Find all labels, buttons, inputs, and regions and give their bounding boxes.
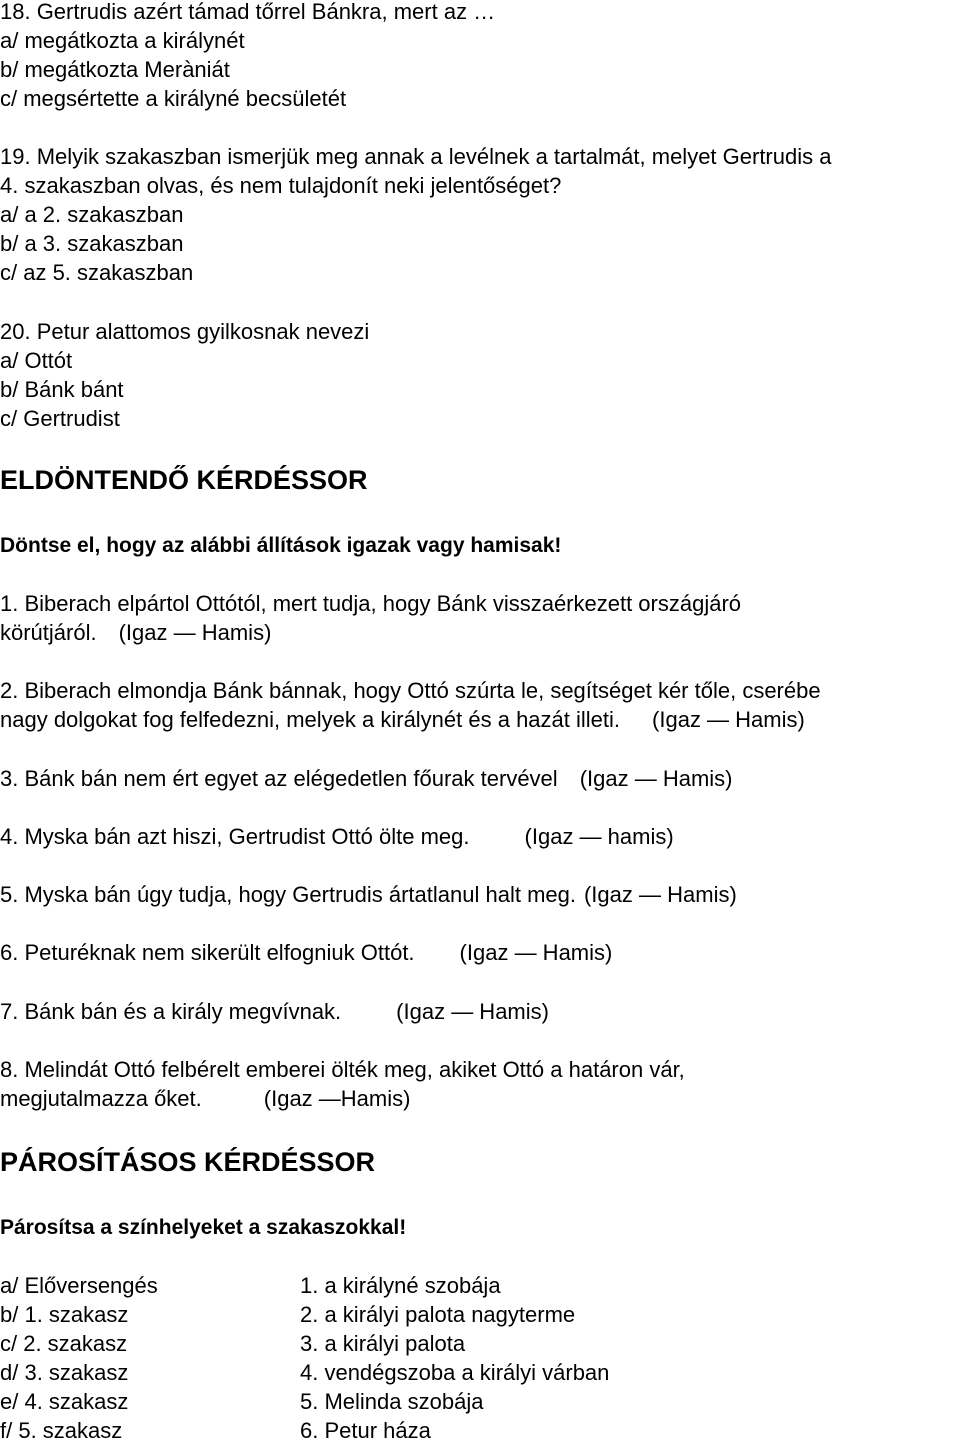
statement-text: 3. Bánk bán nem ért egyet az elégedetlen főurak tervével	[0, 766, 558, 791]
statement-7	[0, 998, 549, 1026]
statement-text: körútjáról.	[0, 620, 97, 645]
section-instruction: Párosítsa a színhelyeket a szakaszokkal!	[0, 1216, 407, 1239]
match-left-item: f/ 5. szakasz	[0, 1418, 123, 1443]
section-heading-matching: PÁROSÍTÁSOS KÉRDÉSSOR	[0, 1147, 376, 1177]
answer-option: c/ az 5. szakaszban	[0, 260, 194, 285]
statement-3	[0, 765, 732, 793]
statement-2-line-2	[0, 706, 805, 734]
match-right-item: 2. a királyi palota nagyterme	[300, 1302, 576, 1327]
question-18: 18. Gertrudis azért támad tőrrel Bánkra, mert az …	[0, 0, 496, 24]
match-left-item: c/ 2. szakasz	[0, 1331, 128, 1356]
statement-text: 5. Myska bán úgy tudja, hogy Gertrudis ártatlanul halt meg.	[0, 882, 576, 907]
true-false-choice: (Igaz — Hamis)	[396, 999, 549, 1024]
statement-6	[0, 939, 612, 967]
match-left-item: d/ 3. szakasz	[0, 1360, 129, 1385]
match-right-item: 5. Melinda szobája	[300, 1389, 484, 1414]
match-left-item: b/ 1. szakasz	[0, 1302, 129, 1327]
match-left-item: a/ Előversengés	[0, 1273, 158, 1298]
true-false-choice: (Igaz — Hamis)	[579, 766, 733, 791]
true-false-choice: (Igaz —Hamis)	[263, 1086, 411, 1111]
match-right-item: 1. a királyné szobája	[300, 1273, 501, 1298]
section-heading-true-false: ELDÖNTENDŐ KÉRDÉSSOR	[0, 465, 368, 495]
answer-option: b/ Bánk bánt	[0, 377, 124, 402]
question-20: 20. Petur alattomos gyilkosnak nevezi	[0, 319, 370, 344]
match-right-item: 4. vendégszoba a királyi várban	[300, 1360, 610, 1385]
answer-option: b/ megátkozta Meràniát	[0, 57, 230, 82]
true-false-choice: (Igaz — Hamis)	[459, 940, 613, 965]
true-false-choice: (Igaz — Hamis)	[583, 882, 737, 907]
match-left-item: e/ 4. szakasz	[0, 1389, 129, 1414]
answer-option: c/ megsértette a királyné becsületét	[0, 86, 347, 111]
answer-option: c/ Gertrudist	[0, 406, 120, 431]
true-false-choice: (Igaz — hamis)	[524, 824, 674, 849]
answer-option: b/ a 3. szakaszban	[0, 231, 184, 256]
statement-text: 6. Peturéknak nem sikerült elfogniuk Ottót.	[0, 940, 415, 965]
statement-2-line-1: 2. Biberach elmondja Bánk bánnak, hogy Ottó szúrta le, segítséget kér tőle, cserébe	[0, 678, 821, 703]
answer-option: a/ megátkozta a királynét	[0, 28, 245, 53]
statement-text: megjutalmazza őket.	[0, 1086, 202, 1111]
question-19-line-1: 19. Melyik szakaszban ismerjük meg annak a levélnek a tartalmát, melyet Gertrudis a	[0, 144, 832, 169]
section-instruction: Döntse el, hogy az alábbi állítások igazak vagy hamisak!	[0, 534, 562, 557]
answer-option: a/ a 2. szakaszban	[0, 202, 184, 227]
statement-text: nagy dolgokat fog felfedezni, melyek a királynét és a hazát illeti.	[0, 707, 621, 732]
true-false-choice: (Igaz — Hamis)	[652, 707, 805, 732]
match-right-item: 6. Petur háza	[300, 1418, 431, 1443]
statement-1-line-2	[0, 619, 271, 647]
statement-8-line-2	[0, 1085, 410, 1113]
question-19-line-2: 4. szakaszban olvas, és nem tulajdonít neki jelentőséget?	[0, 173, 562, 198]
true-false-choice: (Igaz — Hamis)	[118, 620, 272, 645]
statement-8-line-1: 8. Melindát Ottó felbérelt emberei ölték meg, akiket Ottó a határon vár,	[0, 1057, 685, 1082]
statement-text: 4. Myska bán azt hiszi, Gertrudist Ottó ölte meg.	[0, 824, 470, 849]
statement-text: 7. Bánk bán és a király megvívnak.	[0, 999, 342, 1024]
statement-4	[0, 823, 674, 851]
statement-1-line-1: 1. Biberach elpártol Ottótól, mert tudja, hogy Bánk visszaérkezett országjáró	[0, 591, 742, 616]
match-right-item: 3. a királyi palota	[300, 1331, 466, 1356]
answer-option: a/ Ottót	[0, 348, 73, 373]
statement-5	[0, 881, 737, 909]
